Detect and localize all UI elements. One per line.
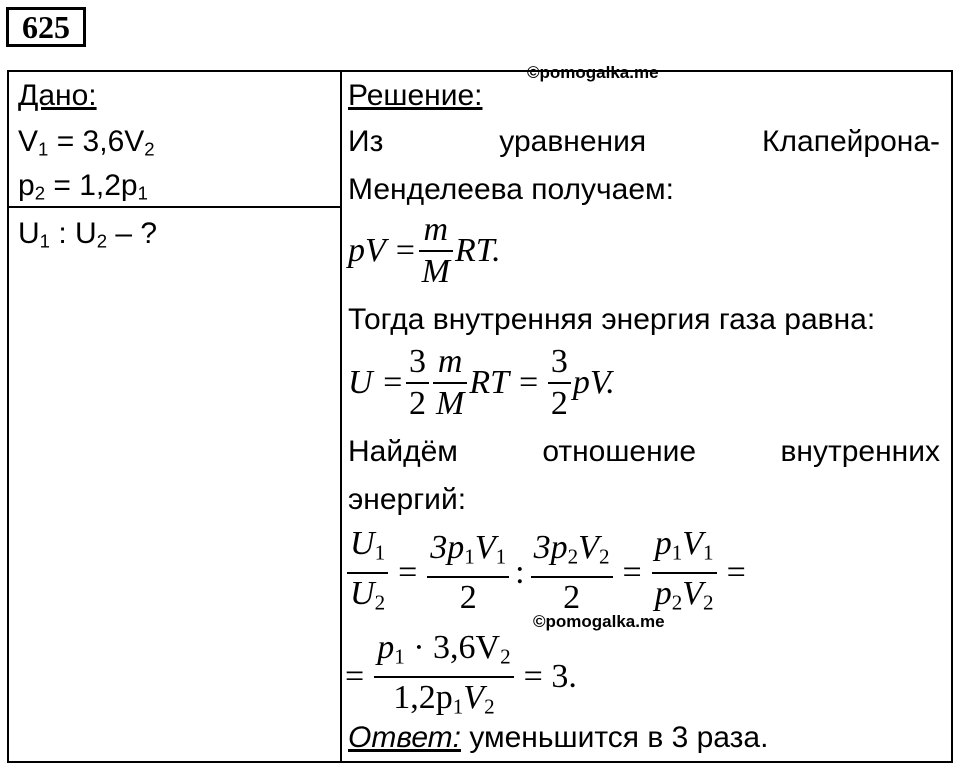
formula-result: = $\frac{p_1 \cdot 3,6V_2}{1,2p_1V_2}$ = 3. [345, 629, 577, 719]
formula-clapeyron: pV = $\frac{m}{M}$ RT. [348, 211, 501, 290]
formula-ratio: $\frac{U_1}{U_2}$ = $\frac{3p_1V_1}{2}$ : $\frac{3p_2V_2}{2}$ = $\frac{p_1V_1}{p_2V_2}$ = [345, 524, 754, 623]
watermark-middle: ©pomogalka.me [533, 612, 665, 631]
column-divider [340, 72, 342, 761]
solution-heading: Решение: [348, 79, 483, 112]
solution-line-2: Менделеева получаем: [348, 173, 675, 206]
given-line-1: $V_1 = 3,6V_2$ [18, 125, 155, 160]
solution-line-3: Тогда внутренняя энергия газа равна: [348, 303, 876, 336]
solution-line-5: энергий: [348, 483, 467, 516]
solution-line-1: Из уравнения Клапейрона- [348, 125, 940, 158]
answer-label: Ответ: [348, 721, 461, 754]
given-heading: Дано: [18, 79, 97, 112]
problem-number: 625 [6, 7, 86, 47]
find-line: $U_1$ : $U_2$ – ? [18, 217, 158, 252]
solution-line-4: Найдём отношение внутренних [348, 435, 940, 468]
watermark-top: ©pomogalka.me [527, 63, 659, 82]
given-line-2: $p_2 = 1,2p_1$ [18, 169, 148, 204]
answer-text: уменьшится в 3 раза. [461, 721, 769, 754]
formula-internal-energy: U = $\frac{3}{2}$ $\frac{m}{M}$ RT = $\frac{3}{2}$ pV. [348, 343, 615, 422]
answer-line [348, 720, 768, 756]
